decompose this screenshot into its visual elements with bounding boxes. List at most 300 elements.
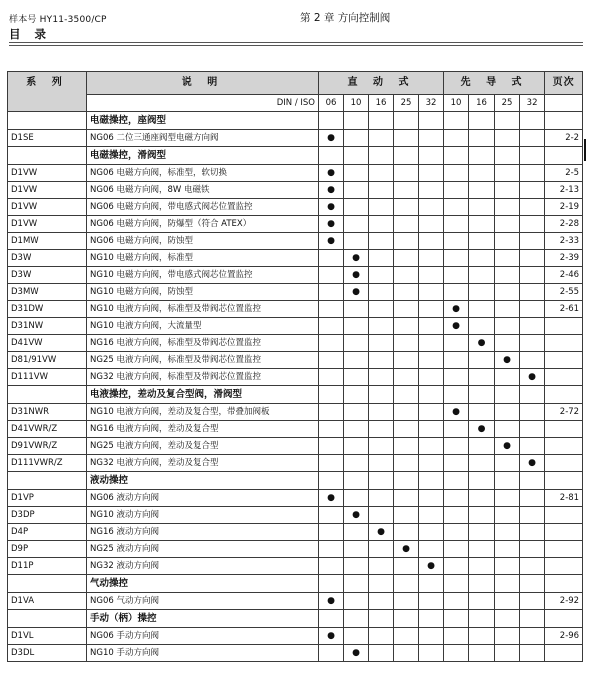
availability-dot: ●	[469, 421, 495, 438]
availability-dot: ●	[319, 490, 344, 507]
availability-dot: ●	[319, 130, 344, 147]
availability-cell	[495, 182, 520, 199]
series-cell: D1VW	[8, 182, 87, 199]
availability-cell	[495, 267, 520, 284]
column-header-description: 说 明	[87, 72, 319, 95]
section-series-blank	[8, 575, 87, 593]
page-number: 2-2	[545, 130, 583, 147]
table-row	[8, 369, 583, 386]
availability-cell	[394, 490, 419, 507]
availability-cell	[369, 628, 394, 645]
availability-cell	[469, 267, 495, 284]
page-number	[545, 369, 583, 386]
page-number: 2-39	[545, 250, 583, 267]
table-row	[8, 199, 583, 216]
series-cell: D111VWR/Z	[8, 455, 87, 472]
page-number: 2-5	[545, 165, 583, 182]
toc-title: 目 录	[9, 27, 52, 41]
availability-cell	[319, 284, 344, 301]
section-cell-blank	[469, 386, 495, 404]
availability-cell	[495, 507, 520, 524]
section-series-blank	[8, 472, 87, 490]
section-cell-blank	[545, 147, 583, 165]
section-cell-blank	[419, 575, 444, 593]
availability-cell	[419, 421, 444, 438]
availability-cell	[344, 438, 369, 455]
availability-cell	[444, 421, 469, 438]
availability-cell	[394, 267, 419, 284]
availability-dot: ●	[444, 318, 469, 335]
availability-cell	[520, 490, 545, 507]
series-cell: D31NW	[8, 318, 87, 335]
availability-dot: ●	[344, 250, 369, 267]
availability-cell	[469, 284, 495, 301]
availability-cell	[394, 216, 419, 233]
header-rule-bottom	[9, 45, 583, 46]
availability-cell	[394, 404, 419, 421]
availability-cell	[419, 645, 444, 662]
availability-cell	[520, 352, 545, 369]
section-cell-blank	[495, 386, 520, 404]
availability-cell	[419, 284, 444, 301]
column-header-direct: 直 动 式	[319, 72, 444, 95]
description-cell: NG06 手动方向阀	[87, 628, 319, 645]
section-cell-blank	[369, 147, 394, 165]
availability-cell	[419, 267, 444, 284]
column-header-series: 系 列	[8, 72, 87, 112]
availability-cell	[444, 352, 469, 369]
availability-cell	[344, 335, 369, 352]
section-cell-blank	[319, 610, 344, 628]
page-number: 2-96	[545, 628, 583, 645]
table-row	[8, 216, 583, 233]
availability-cell	[520, 130, 545, 147]
table-row	[8, 438, 583, 455]
availability-cell	[495, 593, 520, 610]
table-row	[8, 524, 583, 541]
availability-cell	[369, 165, 394, 182]
availability-cell	[419, 318, 444, 335]
availability-cell	[520, 318, 545, 335]
availability-cell	[369, 558, 394, 575]
availability-cell	[369, 216, 394, 233]
table-row	[8, 182, 583, 199]
availability-cell	[319, 558, 344, 575]
availability-cell	[444, 490, 469, 507]
size-direct-32: 32	[419, 95, 444, 112]
availability-cell	[344, 628, 369, 645]
availability-cell	[394, 593, 419, 610]
series-cell: D31NWR	[8, 404, 87, 421]
availability-cell	[495, 524, 520, 541]
description-cell: NG32 电液方向阀，标准型及带阀芯位置监控	[87, 369, 319, 386]
availability-cell	[495, 165, 520, 182]
availability-cell	[444, 438, 469, 455]
availability-cell	[469, 301, 495, 318]
availability-cell	[495, 130, 520, 147]
availability-cell	[469, 130, 495, 147]
availability-cell	[319, 301, 344, 318]
section-title: 手动（柄）操控	[87, 610, 319, 628]
section-title: 电磁操控，座阀型	[87, 112, 319, 130]
availability-cell	[369, 318, 394, 335]
availability-cell	[419, 541, 444, 558]
availability-cell	[469, 490, 495, 507]
description-cell: NG10 电液方向阀，标准型及带阀芯位置监控	[87, 301, 319, 318]
description-cell: NG16 液动方向阀	[87, 524, 319, 541]
series-cell: D1VP	[8, 490, 87, 507]
availability-cell	[369, 541, 394, 558]
section-row	[8, 610, 583, 628]
section-row	[8, 386, 583, 404]
size-pilot-10: 10	[444, 95, 469, 112]
description-cell: NG10 电液方向阀，差动及复合型，带叠加阀板	[87, 404, 319, 421]
description-cell: NG16 电液方向阀，差动及复合型	[87, 421, 319, 438]
availability-cell	[369, 284, 394, 301]
availability-cell	[444, 199, 469, 216]
page-number	[545, 438, 583, 455]
availability-cell	[469, 507, 495, 524]
availability-cell	[495, 645, 520, 662]
availability-dot: ●	[394, 541, 419, 558]
series-cell: D1VA	[8, 593, 87, 610]
section-cell-blank	[344, 386, 369, 404]
availability-dot: ●	[319, 233, 344, 250]
section-cell-blank	[419, 147, 444, 165]
section-series-blank	[8, 147, 87, 165]
section-cell-blank	[444, 112, 469, 130]
description-cell: NG25 电液方向阀，差动及复合型	[87, 438, 319, 455]
availability-cell	[344, 490, 369, 507]
section-cell-blank	[444, 386, 469, 404]
table-row	[8, 628, 583, 645]
availability-dot: ●	[319, 165, 344, 182]
availability-cell	[520, 507, 545, 524]
availability-cell	[520, 628, 545, 645]
availability-cell	[469, 318, 495, 335]
availability-cell	[520, 421, 545, 438]
page-number: 2-19	[545, 199, 583, 216]
availability-cell	[444, 284, 469, 301]
availability-cell	[520, 541, 545, 558]
availability-cell	[469, 233, 495, 250]
description-cell: NG25 电液方向阀，标准型及带阀芯位置监控	[87, 352, 319, 369]
availability-cell	[444, 593, 469, 610]
series-cell: D1VW	[8, 165, 87, 182]
table-row	[8, 645, 583, 662]
availability-cell	[469, 455, 495, 472]
section-cell-blank	[495, 472, 520, 490]
page-number	[545, 455, 583, 472]
page-number	[545, 421, 583, 438]
page-number	[545, 335, 583, 352]
description-cell: NG10 电磁方向阀，标准型	[87, 250, 319, 267]
availability-cell	[444, 524, 469, 541]
availability-cell	[344, 352, 369, 369]
description-cell: NG32 电液方向阀，差动及复合型	[87, 455, 319, 472]
availability-cell	[394, 233, 419, 250]
series-cell: D4P	[8, 524, 87, 541]
section-cell-blank	[369, 386, 394, 404]
availability-cell	[419, 593, 444, 610]
table-row	[8, 404, 583, 421]
series-cell: D3DP	[8, 507, 87, 524]
table-row	[8, 352, 583, 369]
availability-cell	[495, 404, 520, 421]
section-cell-blank	[319, 472, 344, 490]
availability-cell	[419, 628, 444, 645]
availability-cell	[419, 524, 444, 541]
series-cell: D3DL	[8, 645, 87, 662]
availability-cell	[394, 182, 419, 199]
availability-cell	[444, 645, 469, 662]
availability-cell	[344, 369, 369, 386]
table-row	[8, 558, 583, 575]
availability-cell	[369, 438, 394, 455]
section-cell-blank	[520, 610, 545, 628]
availability-cell	[520, 284, 545, 301]
description-cell: NG06 电磁方向阀，防蚀型	[87, 233, 319, 250]
availability-dot: ●	[520, 369, 545, 386]
section-title: 液动操控	[87, 472, 319, 490]
section-cell-blank	[319, 147, 344, 165]
availability-cell	[319, 250, 344, 267]
availability-cell	[319, 404, 344, 421]
section-cell-blank	[469, 610, 495, 628]
description-cell: NG32 液动方向阀	[87, 558, 319, 575]
availability-cell	[444, 455, 469, 472]
availability-cell	[469, 645, 495, 662]
availability-cell	[444, 165, 469, 182]
availability-cell	[344, 233, 369, 250]
section-cell-blank	[545, 610, 583, 628]
availability-cell	[520, 335, 545, 352]
availability-cell	[444, 541, 469, 558]
description-cell: NG10 电液方向阀，大流量型	[87, 318, 319, 335]
section-cell-blank	[520, 386, 545, 404]
availability-cell	[419, 490, 444, 507]
section-row	[8, 472, 583, 490]
availability-cell	[394, 438, 419, 455]
availability-cell	[495, 335, 520, 352]
page-number: 2-92	[545, 593, 583, 610]
availability-cell	[444, 250, 469, 267]
availability-cell	[469, 165, 495, 182]
availability-cell	[319, 421, 344, 438]
section-cell-blank	[545, 112, 583, 130]
availability-cell	[369, 421, 394, 438]
availability-dot: ●	[469, 335, 495, 352]
availability-cell	[419, 369, 444, 386]
page-number	[545, 318, 583, 335]
section-cell-blank	[469, 147, 495, 165]
availability-cell	[495, 216, 520, 233]
availability-cell	[394, 165, 419, 182]
availability-cell	[319, 335, 344, 352]
availability-cell	[469, 593, 495, 610]
series-cell: D3W	[8, 267, 87, 284]
availability-cell	[520, 301, 545, 318]
availability-dot: ●	[369, 524, 394, 541]
availability-cell	[495, 284, 520, 301]
availability-cell	[369, 507, 394, 524]
size-direct-16: 16	[369, 95, 394, 112]
section-cell-blank	[545, 472, 583, 490]
availability-cell	[520, 199, 545, 216]
section-title: 电液操控，差动及复合型阀，滑阀型	[87, 386, 319, 404]
page-number: 2-61	[545, 301, 583, 318]
availability-cell	[419, 233, 444, 250]
availability-cell	[469, 352, 495, 369]
availability-cell	[495, 421, 520, 438]
availability-dot: ●	[319, 628, 344, 645]
availability-cell	[319, 455, 344, 472]
availability-cell	[469, 541, 495, 558]
size-pilot-32: 32	[520, 95, 545, 112]
section-cell-blank	[444, 575, 469, 593]
page-number	[545, 352, 583, 369]
availability-cell	[369, 352, 394, 369]
availability-cell	[344, 182, 369, 199]
table-row	[8, 593, 583, 610]
availability-cell	[344, 421, 369, 438]
availability-cell	[369, 369, 394, 386]
availability-cell	[444, 267, 469, 284]
section-cell-blank	[344, 112, 369, 130]
availability-cell	[495, 490, 520, 507]
availability-cell	[344, 199, 369, 216]
availability-cell	[319, 524, 344, 541]
availability-cell	[419, 352, 444, 369]
availability-cell	[444, 182, 469, 199]
availability-cell	[369, 593, 394, 610]
description-cell: NG10 液动方向阀	[87, 507, 319, 524]
series-cell: D3MW	[8, 284, 87, 301]
description-cell: NG06 电磁方向阀，标准型，软切换	[87, 165, 319, 182]
section-cell-blank	[469, 472, 495, 490]
section-row	[8, 575, 583, 593]
availability-cell	[394, 318, 419, 335]
section-series-blank	[8, 386, 87, 404]
table-row	[8, 165, 583, 182]
series-cell: D1SE	[8, 130, 87, 147]
section-cell-blank	[419, 112, 444, 130]
section-cell-blank	[319, 112, 344, 130]
column-header-pilot: 先 导 式	[444, 72, 545, 95]
table-row	[8, 318, 583, 335]
availability-cell	[469, 628, 495, 645]
section-cell-blank	[394, 575, 419, 593]
availability-dot: ●	[495, 352, 520, 369]
availability-dot: ●	[419, 558, 444, 575]
page-number: 2-46	[545, 267, 583, 284]
availability-cell	[469, 216, 495, 233]
section-cell-blank	[394, 112, 419, 130]
availability-cell	[369, 335, 394, 352]
availability-cell	[444, 369, 469, 386]
availability-cell	[520, 182, 545, 199]
series-cell: D31DW	[8, 301, 87, 318]
size-direct-25: 25	[394, 95, 419, 112]
availability-cell	[419, 165, 444, 182]
availability-cell	[344, 318, 369, 335]
section-cell-blank	[520, 575, 545, 593]
series-cell: D81/91VW	[8, 352, 87, 369]
table-row	[8, 301, 583, 318]
table-row	[8, 130, 583, 147]
availability-cell	[495, 318, 520, 335]
section-series-blank	[8, 610, 87, 628]
section-cell-blank	[520, 112, 545, 130]
availability-cell	[319, 267, 344, 284]
availability-cell	[520, 524, 545, 541]
availability-cell	[319, 438, 344, 455]
availability-cell	[419, 182, 444, 199]
availability-cell	[469, 182, 495, 199]
size-pilot-16: 16	[469, 95, 495, 112]
availability-cell	[344, 524, 369, 541]
availability-cell	[469, 369, 495, 386]
availability-cell	[520, 216, 545, 233]
availability-dot: ●	[319, 216, 344, 233]
availability-cell	[495, 199, 520, 216]
availability-cell	[369, 490, 394, 507]
section-cell-blank	[520, 147, 545, 165]
section-cell-blank	[419, 472, 444, 490]
availability-cell	[419, 404, 444, 421]
availability-cell	[495, 233, 520, 250]
page-number	[545, 541, 583, 558]
availability-cell	[319, 541, 344, 558]
availability-cell	[419, 438, 444, 455]
availability-cell	[495, 369, 520, 386]
availability-cell	[495, 558, 520, 575]
availability-cell	[520, 250, 545, 267]
section-cell-blank	[319, 575, 344, 593]
section-cell-blank	[419, 386, 444, 404]
section-cell-blank	[369, 112, 394, 130]
availability-dot: ●	[319, 182, 344, 199]
description-cell: NG25 液动方向阀	[87, 541, 319, 558]
availability-cell	[394, 335, 419, 352]
availability-cell	[319, 369, 344, 386]
section-cell-blank	[344, 610, 369, 628]
section-cell-blank	[444, 147, 469, 165]
availability-cell	[469, 524, 495, 541]
section-cell-blank	[495, 147, 520, 165]
series-cell: D1VW	[8, 216, 87, 233]
section-cell-blank	[495, 112, 520, 130]
availability-cell	[419, 301, 444, 318]
availability-cell	[394, 250, 419, 267]
section-cell-blank	[394, 472, 419, 490]
availability-cell	[319, 507, 344, 524]
page-number	[545, 524, 583, 541]
description-cell: NG06 电磁方向阀，8W 电磁铁	[87, 182, 319, 199]
table-header-row	[8, 72, 583, 95]
availability-cell	[344, 301, 369, 318]
availability-cell	[469, 558, 495, 575]
description-cell: NG06 电磁方向阀，防爆型（符合 ATEX）	[87, 216, 319, 233]
section-cell-blank	[520, 472, 545, 490]
availability-cell	[369, 645, 394, 662]
section-series-blank	[8, 112, 87, 130]
description-cell: NG16 电液方向阀，标准型及带阀芯位置监控	[87, 335, 319, 352]
availability-cell	[444, 628, 469, 645]
availability-dot: ●	[344, 645, 369, 662]
availability-cell	[394, 421, 419, 438]
section-cell-blank	[495, 575, 520, 593]
